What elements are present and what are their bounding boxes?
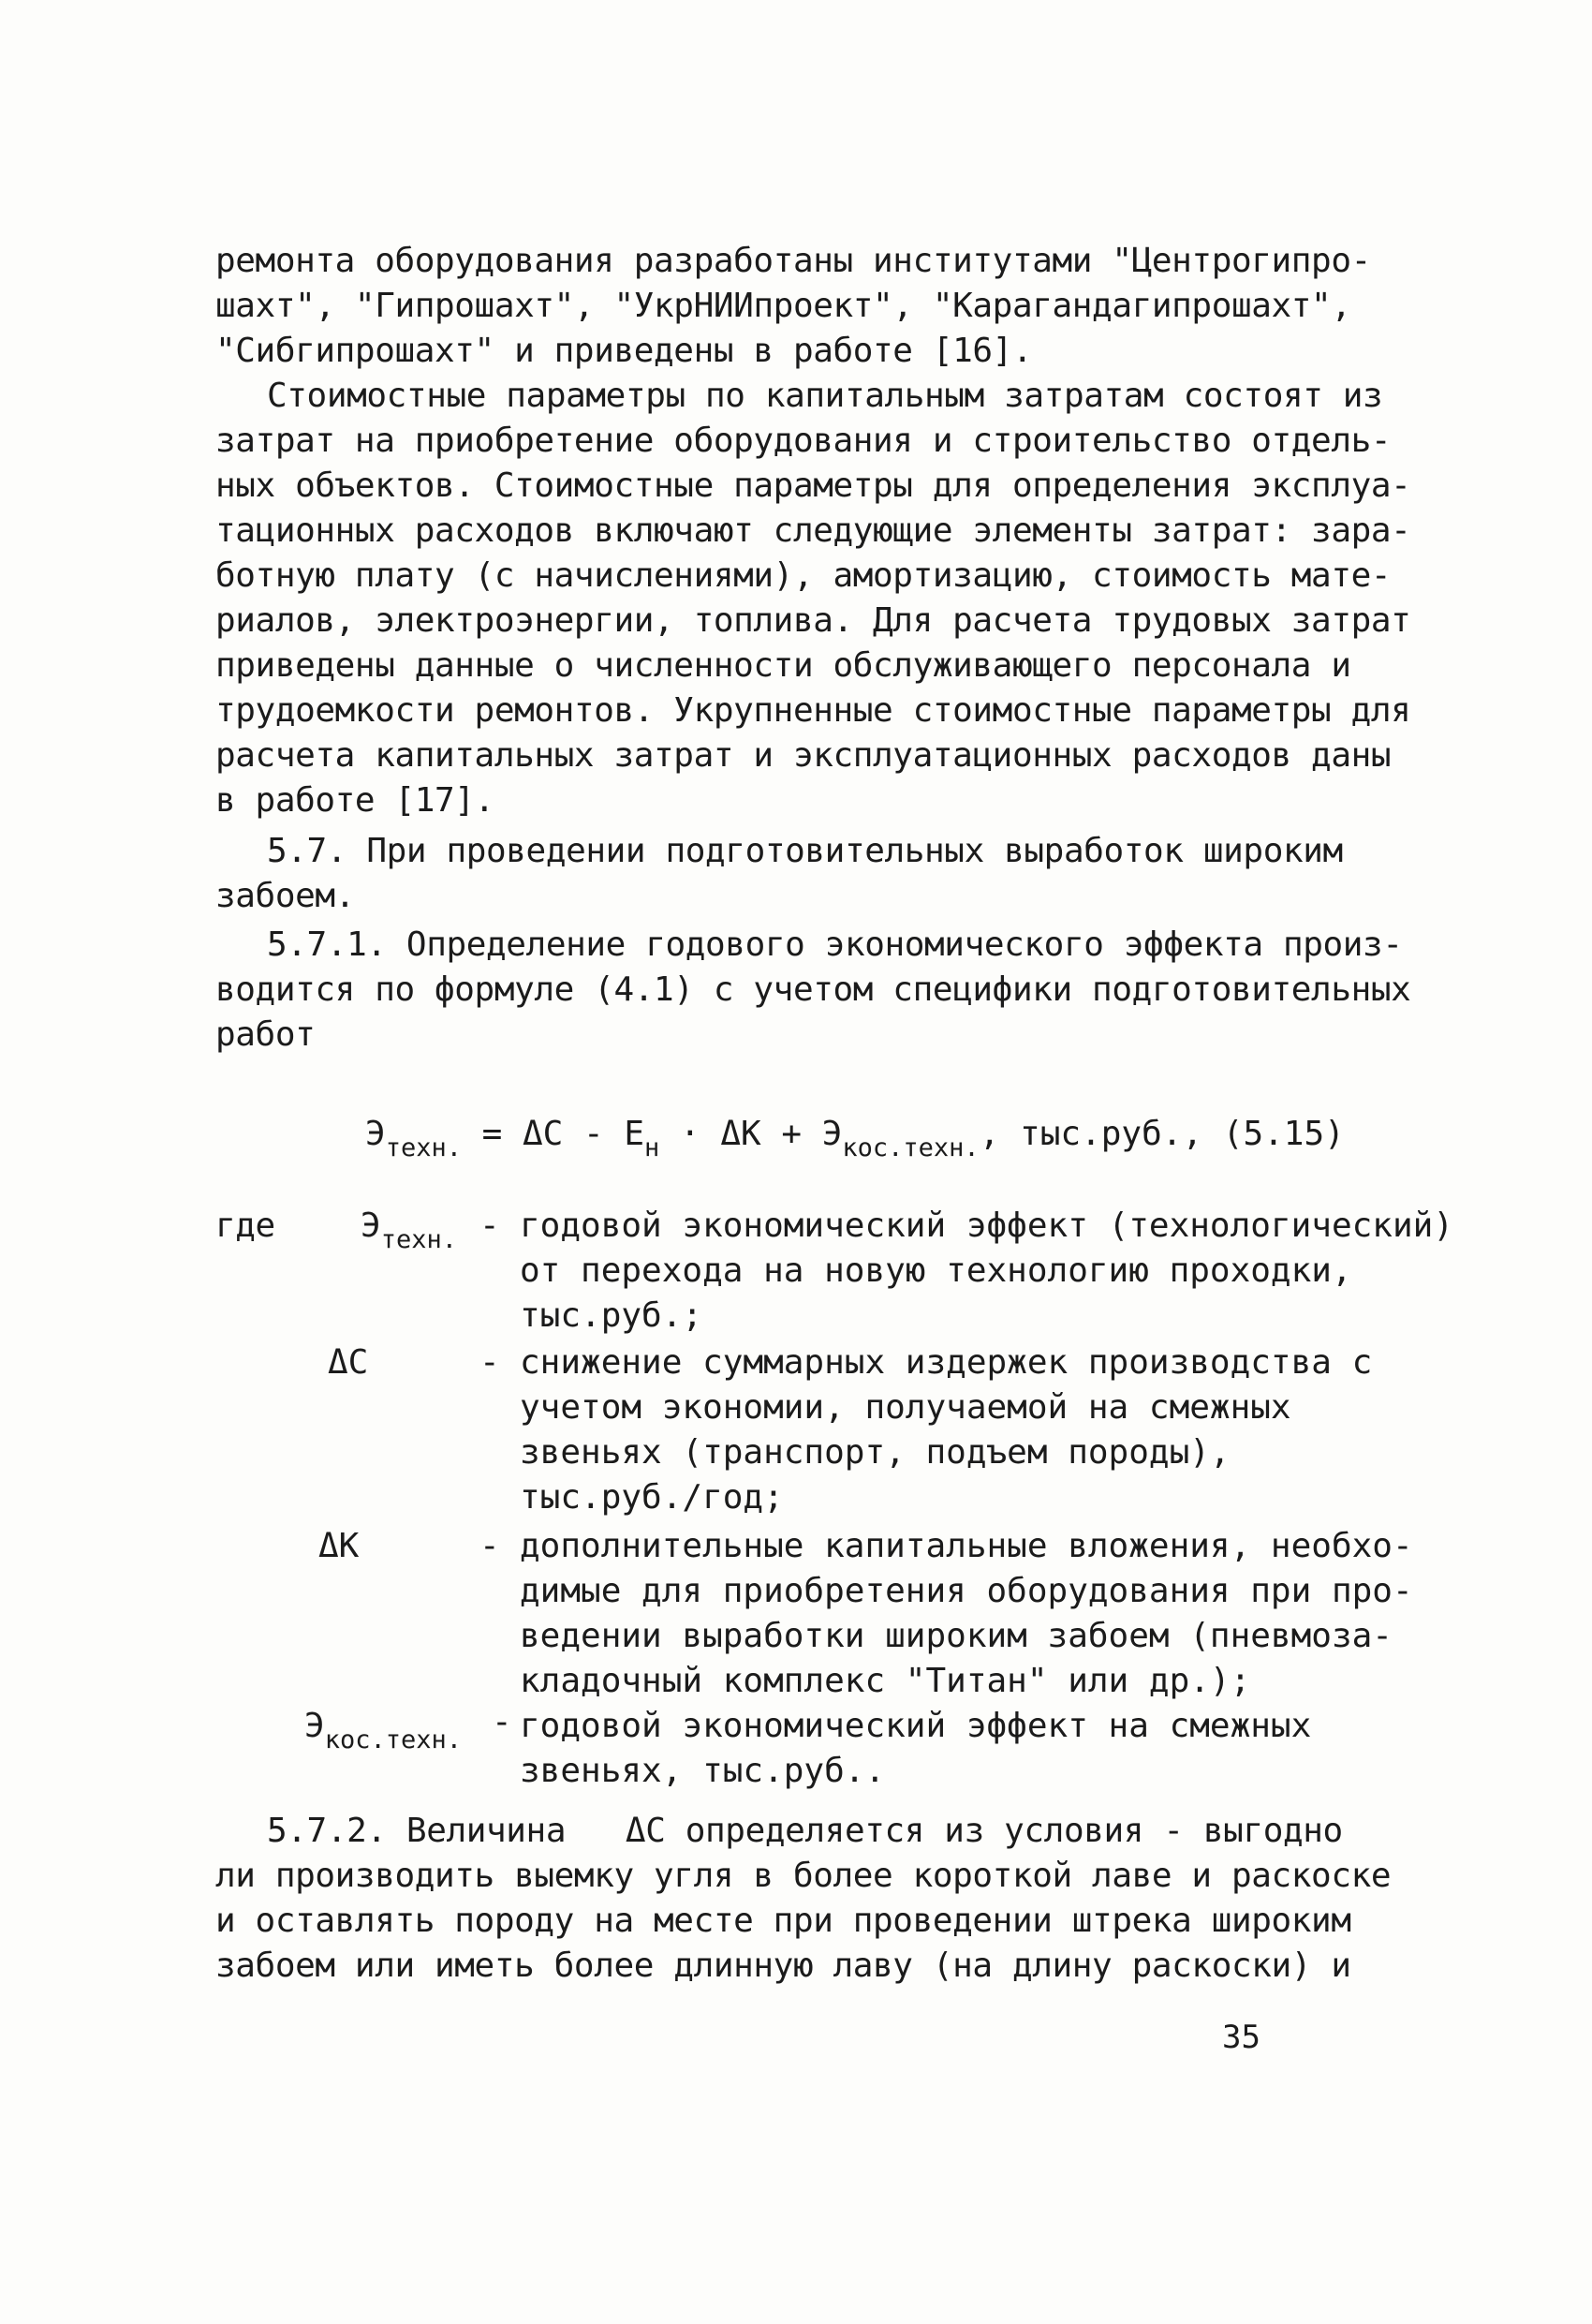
text-line: 5.7.2. Величина ΔС определяется из условия - выгодно — [267, 1812, 1343, 1850]
text-line: забоем. — [215, 877, 355, 915]
text-line: "Сибгипрошахт" и приведены в работе [16]. — [215, 332, 1033, 370]
text-line: трудоемкости ремонтов. Укрупненные стоимостные параметры для — [215, 691, 1411, 730]
definition-line: звеньях (транспорт, подъем породы), — [520, 1433, 1231, 1472]
text-line: 5.7. При проведении подготовительных выработок широким — [267, 832, 1343, 870]
formula-en-subscript: н — [644, 1133, 660, 1162]
definition-line: учетом экономии, получаемой на смежных — [520, 1388, 1291, 1427]
term-main: Э — [304, 1707, 325, 1745]
text-line: ных объектов. Стоимостные параметры для определения эксплуа- — [215, 466, 1411, 505]
text-line: риалов, электроэнергии, топлива. Для расчета трудовых затрат — [215, 601, 1411, 640]
term-subscript: кос.техн. — [324, 1725, 462, 1754]
definition-dash: - — [479, 1343, 500, 1382]
definition-line: дополнительные капитальные вложения, необхо- — [520, 1527, 1413, 1565]
definition-term — [318, 1527, 359, 1565]
formula-eq: = ΔС - Е — [461, 1115, 645, 1153]
definition-line: димые для приобретения оборудования при про- — [520, 1572, 1413, 1610]
definition-term — [361, 1206, 457, 1254]
term-main: ΔК — [318, 1527, 360, 1565]
text-line: расчета капитальных затрат и эксплуатационных расходов даны — [215, 736, 1392, 775]
where-label: где — [215, 1206, 275, 1245]
definition-line: годовой экономический эффект (технологический) — [520, 1206, 1453, 1245]
text-line: приведены данные о численности обслуживающего персонала и — [215, 646, 1351, 685]
definition-line: снижение суммарных издержек производства с — [520, 1343, 1373, 1382]
term-subscript: техн. — [380, 1225, 457, 1254]
term-main: ΔС — [328, 1343, 369, 1382]
definition-line: ведении выработки широким забоем (пневмоза- — [520, 1617, 1393, 1655]
formula-lhs-subscript: техн. — [385, 1133, 462, 1162]
definition-dash: - — [479, 1527, 500, 1565]
text-line: ботную плату (с начислениями), амортизацию, стоимость мате- — [215, 556, 1392, 595]
definition-dash: - — [492, 1703, 512, 1741]
text-line: водится по формуле (4.1) с учетом специфики подготовительных — [215, 970, 1411, 1009]
definition-line: тыс.руб.; — [520, 1296, 703, 1335]
text-line: шахт", "Гипрошахт", "УкрНИИпроект", "Карагандагипрошахт", — [215, 287, 1351, 325]
text-line: забоем или иметь более длинную лаву (на длину раскоски) и — [215, 1947, 1351, 1985]
definition-line: от перехода на новую технологию проходки, — [520, 1251, 1352, 1290]
definition-line: кладочный комплекс "Титан" или др.); — [520, 1662, 1251, 1700]
text-line: в работе [17]. — [215, 781, 494, 820]
formula-kos-subscript: кос.техн. — [842, 1133, 980, 1162]
term-main: Э — [361, 1206, 381, 1245]
definition-dash: - — [479, 1206, 500, 1245]
text-line: 5.7.1. Определение годового экономического эффекта произ- — [267, 925, 1403, 964]
definition-line: годовой экономический эффект на смежных — [520, 1707, 1312, 1745]
text-line: работ — [215, 1015, 316, 1054]
text-line: затрат на приобретение оборудования и строительство отдель- — [215, 422, 1392, 460]
text-line: Стоимостные параметры по капитальным затратам состоят из — [267, 377, 1383, 415]
definition-line: тыс.руб./год; — [520, 1478, 784, 1517]
text-line: и оставлять породу на месте при проведении штрека широким — [215, 1902, 1351, 1940]
formula-tail: , тыс.руб., (5.15) — [979, 1115, 1345, 1153]
text-line: ремонта оборудования разработаны институтами "Центрогипро- — [215, 242, 1371, 280]
page-number: 35 — [1222, 2019, 1260, 2056]
formula-5-15 — [365, 1115, 1345, 1162]
text-line: ли производить выемку угля в более короткой лаве и раскоске — [215, 1857, 1392, 1895]
formula-mid: · ΔК + Э — [659, 1115, 843, 1153]
text-line: тационных расходов включают следующие элементы затрат: зара- — [215, 511, 1411, 550]
formula-lhs: Э — [365, 1115, 386, 1153]
definition-line: звеньях, тыс.руб.. — [520, 1752, 886, 1790]
definition-term — [328, 1343, 368, 1382]
definition-term — [304, 1707, 462, 1754]
